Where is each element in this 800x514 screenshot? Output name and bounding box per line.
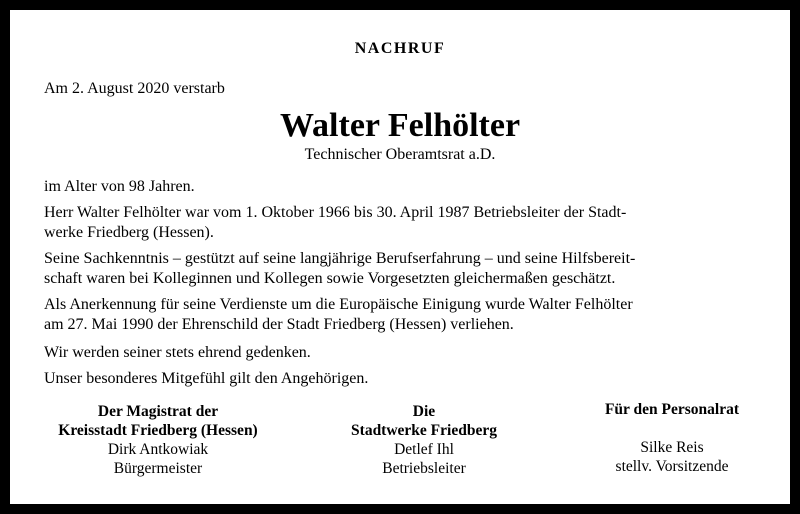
paragraph-2-line-1: Seine Sachkenntnis – gestützt auf seine langjährige Berufserfahrung – und seine Hilfsbereit- bbox=[44, 250, 636, 267]
signature-spacer bbox=[572, 419, 772, 438]
signature-personalrat bbox=[572, 400, 772, 476]
signature-org-line-1: Die bbox=[412, 403, 436, 420]
intro-line: Am 2. August 2020 verstarb bbox=[44, 80, 225, 97]
paragraph-1-line-1: Herr Walter Felhölter war vom 1. Oktober 1966 bis 30. April 1987 Betriebsleiter der Stadt- bbox=[44, 204, 627, 221]
paragraph-5: Unser besonderes Mitgefühl gilt den Angehörigen. bbox=[44, 370, 369, 387]
paragraph-3-line-1: Als Anerkennung für seine Verdienste um die Europäische Einigung wurde Walter Felhölter bbox=[44, 296, 633, 313]
signature-role: stellv. Vorsitzende bbox=[615, 458, 729, 475]
age-line: im Alter von 98 Jahren. bbox=[44, 178, 195, 195]
signature-org-line-2: Stadtwerke Friedberg bbox=[351, 422, 497, 439]
paragraph-1-line-2: werke Friedberg (Hessen). bbox=[44, 224, 214, 241]
signature-person: Detlef Ihl bbox=[394, 441, 454, 458]
paragraph-2-line-2: schaft waren bei Kolleginnen und Kollegen sowie Vorgesetzten gleichermaßen geschätzt. bbox=[44, 270, 616, 287]
deceased-title: Technischer Oberamtsrat a.D. bbox=[304, 146, 496, 163]
signature-person: Dirk Antkowiak bbox=[107, 441, 209, 458]
signature-stadtwerke bbox=[304, 402, 544, 478]
signature-role: Bürgermeister bbox=[113, 460, 203, 477]
notice-heading: NACHRUF bbox=[354, 40, 446, 57]
paragraph-4: Wir werden seiner stets ehrend gedenken. bbox=[44, 344, 311, 361]
signature-org-line-1: Der Magistrat der bbox=[97, 403, 219, 420]
paragraph-3-line-2: am 27. Mai 1990 der Ehrenschild der Stadt Friedberg (Hessen) verliehen. bbox=[44, 316, 514, 333]
obituary-notice bbox=[10, 10, 790, 504]
signature-org-line-1: Für den Personalrat bbox=[604, 401, 740, 418]
signature-org-line-2: Kreisstadt Friedberg (Hessen) bbox=[58, 422, 258, 439]
signature-magistrat bbox=[38, 402, 278, 478]
signature-person: Silke Reis bbox=[640, 439, 704, 456]
signature-role: Betriebsleiter bbox=[382, 460, 466, 477]
deceased-name: Walter Felhölter bbox=[279, 107, 521, 144]
